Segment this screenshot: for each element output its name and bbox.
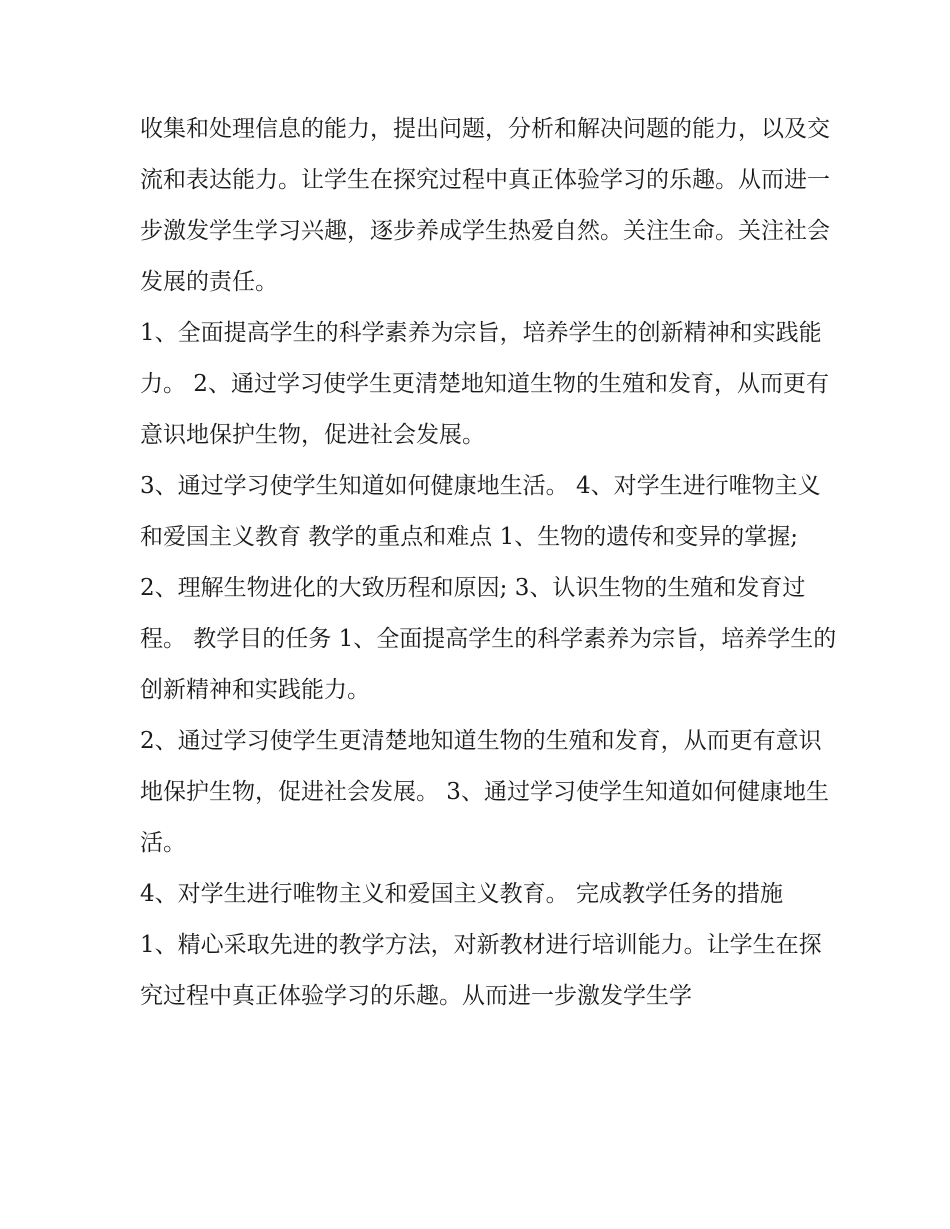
document-body (140, 104, 840, 1022)
paragraph-1: 收集和处理信息的能力，提出问题，分析和解决问题的能力，以及交流和表达能力。让学生在探究过程中真正体验学习的乐趣。从而进一步激发学生学习兴趣，逐步养成学生热爱自然。关注生命。关注社会发展的责任。 (140, 116, 830, 295)
paragraph-3: 3、通过学习使学生知道如何健康地生活。 4、对学生进行唯物主义和爱国主义教育 教学的重点和难点 1、生物的遗传和变异的掌握; (140, 473, 821, 550)
paragraph-2: 1、全面提高学生的科学素养为宗旨，培养学生的创新精神和实践能力。 2、通过学习使学生更清楚地知道生物的生殖和发育，从而更有意识地保护生物，促进社会发展。 (140, 320, 829, 448)
paragraph-5: 2、通过学习使学生更清楚地知道生物的生殖和发育，从而更有意识地保护生物，促进社会发展。 3、通过学习使学生知道如何健康地生活。 (140, 728, 829, 856)
paragraph-6: 4、对学生进行唯物主义和爱国主义教育。 完成教学任务的措施 (140, 881, 783, 907)
paragraph-7: 1、精心采取先进的教学方法，对新教材进行培训能力。让学生在探究过程中真正体验学习的乐趣。从而进一步激发学生学 (140, 932, 822, 1009)
paragraph-4: 2、理解生物进化的大致历程和原因; 3、认识生物的生殖和发育过程。 教学目的任务 1、全面提高学生的科学素养为宗旨，培养学生的创新精神和实践能力。 (140, 575, 837, 703)
